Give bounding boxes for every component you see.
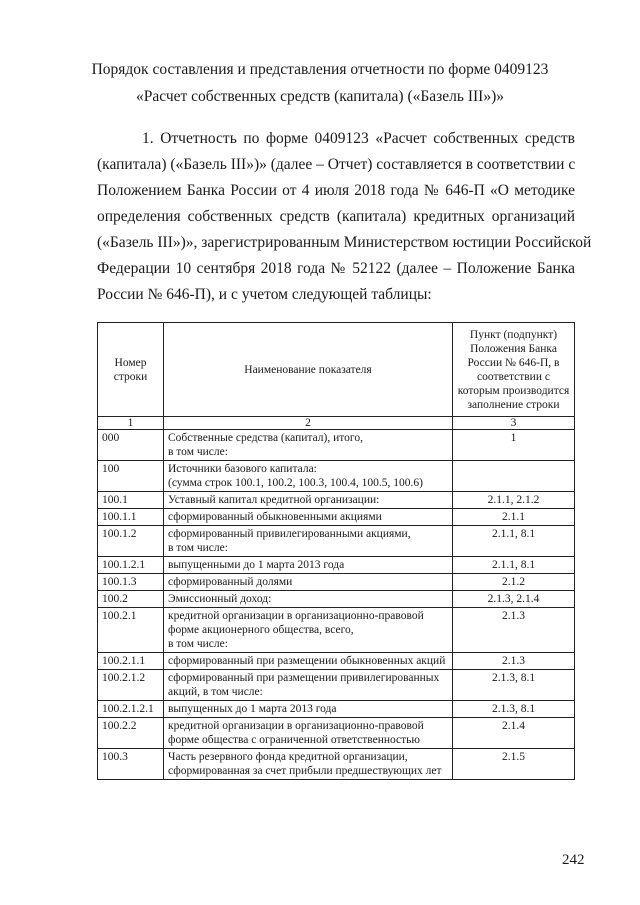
- clause-cell: 2.1.1, 2.1.2: [453, 492, 575, 509]
- table-header-row: [98, 323, 575, 417]
- clause-cell: 2.1.3, 8.1: [453, 701, 575, 718]
- table-row: [98, 526, 575, 557]
- indicator-name-cell: выпущенных до 1 марта 2013 года: [164, 701, 453, 718]
- clause-cell: 2.1.3: [453, 608, 575, 653]
- row-number-cell: 100.3: [98, 749, 164, 780]
- table-row: [98, 492, 575, 509]
- indicator-name-cell: сформированный при размещении обыкновенных акций: [164, 653, 453, 670]
- indicator-name-cell: Источники базового капитала: (сумма строк 100.1, 100.2, 100.3, 100.4, 100.5, 100.6): [164, 461, 453, 492]
- table-row: [98, 653, 575, 670]
- row-number-cell: 100: [98, 461, 164, 492]
- clause-cell: 2.1.3, 2.1.4: [453, 591, 575, 608]
- paragraph-line: определения собственных средств (капитала) кредитных организаций: [97, 208, 575, 225]
- table-row: [98, 591, 575, 608]
- indicator-name-cell: сформированный долями: [164, 574, 453, 591]
- indicator-name-cell: Уставный капитал кредитной организации:: [164, 492, 453, 509]
- row-number-cell: 100.1.3: [98, 574, 164, 591]
- paragraph-line: России № 646-П), и с учетом следующей таблицы:: [97, 286, 432, 303]
- intro-paragraph: [97, 126, 592, 308]
- table-row: [98, 574, 575, 591]
- clause-cell: 2.1.1: [453, 509, 575, 526]
- table-body: [98, 430, 575, 780]
- table-row: [98, 461, 575, 492]
- row-number-cell: 000: [98, 430, 164, 461]
- table-row: [98, 557, 575, 574]
- row-number-cell: 100.2.1: [98, 608, 164, 653]
- row-number-cell: 100.2.1.2.1: [98, 701, 164, 718]
- row-number-cell: 100.2.1.1: [98, 653, 164, 670]
- paragraph-line: Положением Банка России от 4 июля 2018 года № 646-П «О методике: [97, 182, 575, 199]
- table-row: [98, 749, 575, 780]
- column-number: 3: [453, 417, 575, 430]
- row-number-cell: 100.2: [98, 591, 164, 608]
- header-row-number: Номер строки: [98, 323, 164, 417]
- table-row: [98, 509, 575, 526]
- paragraph-line: (капитала) («Базель III»)» (далее – Отчет) составляется в соответствии с: [97, 156, 576, 173]
- header-indicator-name: Наименование показателя: [164, 323, 453, 417]
- clause-cell: 2.1.3, 8.1: [453, 670, 575, 701]
- clause-cell: 1: [453, 430, 575, 461]
- indicator-name-cell: сформированный привилегированными акциями, в том числе:: [164, 526, 453, 557]
- paragraph-line: 1. Отчетность по форме 0409123 «Расчет собственных средств: [142, 130, 575, 147]
- indicator-name-cell: сформированный при размещении привилегированных акций, в том числе:: [164, 670, 453, 701]
- document-title-line-1: Порядок составления и представления отчетности по форме 0409123: [91, 61, 549, 78]
- clause-cell: 2.1.1, 8.1: [453, 526, 575, 557]
- clause-cell: 2.1.5: [453, 749, 575, 780]
- indicator-name-cell: Эмиссионный доход:: [164, 591, 453, 608]
- row-number-cell: 100.1.1: [98, 509, 164, 526]
- table-row: [98, 430, 575, 461]
- column-number: 2: [164, 417, 453, 430]
- clause-cell: 2.1.2: [453, 574, 575, 591]
- row-number-cell: 100.1.2.1: [98, 557, 164, 574]
- indicator-name-cell: сформированный обыкновенными акциями: [164, 509, 453, 526]
- paragraph-line: Федерации 10 сентября 2018 года № 52122 (далее – Положение Банка: [97, 260, 575, 277]
- row-number-cell: 100.1: [98, 492, 164, 509]
- table-row: [98, 670, 575, 701]
- column-number: 1: [98, 417, 164, 430]
- indicator-name-cell: выпущенными до 1 марта 2013 года: [164, 557, 453, 574]
- paragraph-line: («Базель III»)», зарегистрированным Министерством юстиции Российской: [97, 234, 592, 251]
- document-title-line-2: «Расчет собственных средств (капитала) («Базель III»)»: [136, 88, 504, 105]
- indicator-name-cell: кредитной организации в организационно-правовой форме акционерного общества, всего, в том числе:: [164, 608, 453, 653]
- page-number: 242: [562, 852, 585, 868]
- indicators-table: [97, 322, 575, 780]
- row-number-cell: 100.2.2: [98, 718, 164, 749]
- clause-cell: [453, 461, 575, 492]
- header-clause: Пункт (подпункт) Положения Банка России № 646-П, в соответствии с которым производится заполнение строки: [453, 323, 575, 417]
- table-row: [98, 608, 575, 653]
- clause-cell: 2.1.1, 8.1: [453, 557, 575, 574]
- row-number-cell: 100.2.1.2: [98, 670, 164, 701]
- table-row: [98, 701, 575, 718]
- table-row: [98, 718, 575, 749]
- indicator-name-cell: кредитной организации в организационно-правовой форме общества с ограниченной ответственностью: [164, 718, 453, 749]
- indicator-name-cell: Собственные средства (капитал), итого, в том числе:: [164, 430, 453, 461]
- clause-cell: 2.1.4: [453, 718, 575, 749]
- column-numbers-row: [98, 417, 575, 430]
- clause-cell: 2.1.3: [453, 653, 575, 670]
- indicator-name-cell: Часть резервного фонда кредитной организации, сформированная за счет прибыли предшествующих лет: [164, 749, 453, 780]
- row-number-cell: 100.1.2: [98, 526, 164, 557]
